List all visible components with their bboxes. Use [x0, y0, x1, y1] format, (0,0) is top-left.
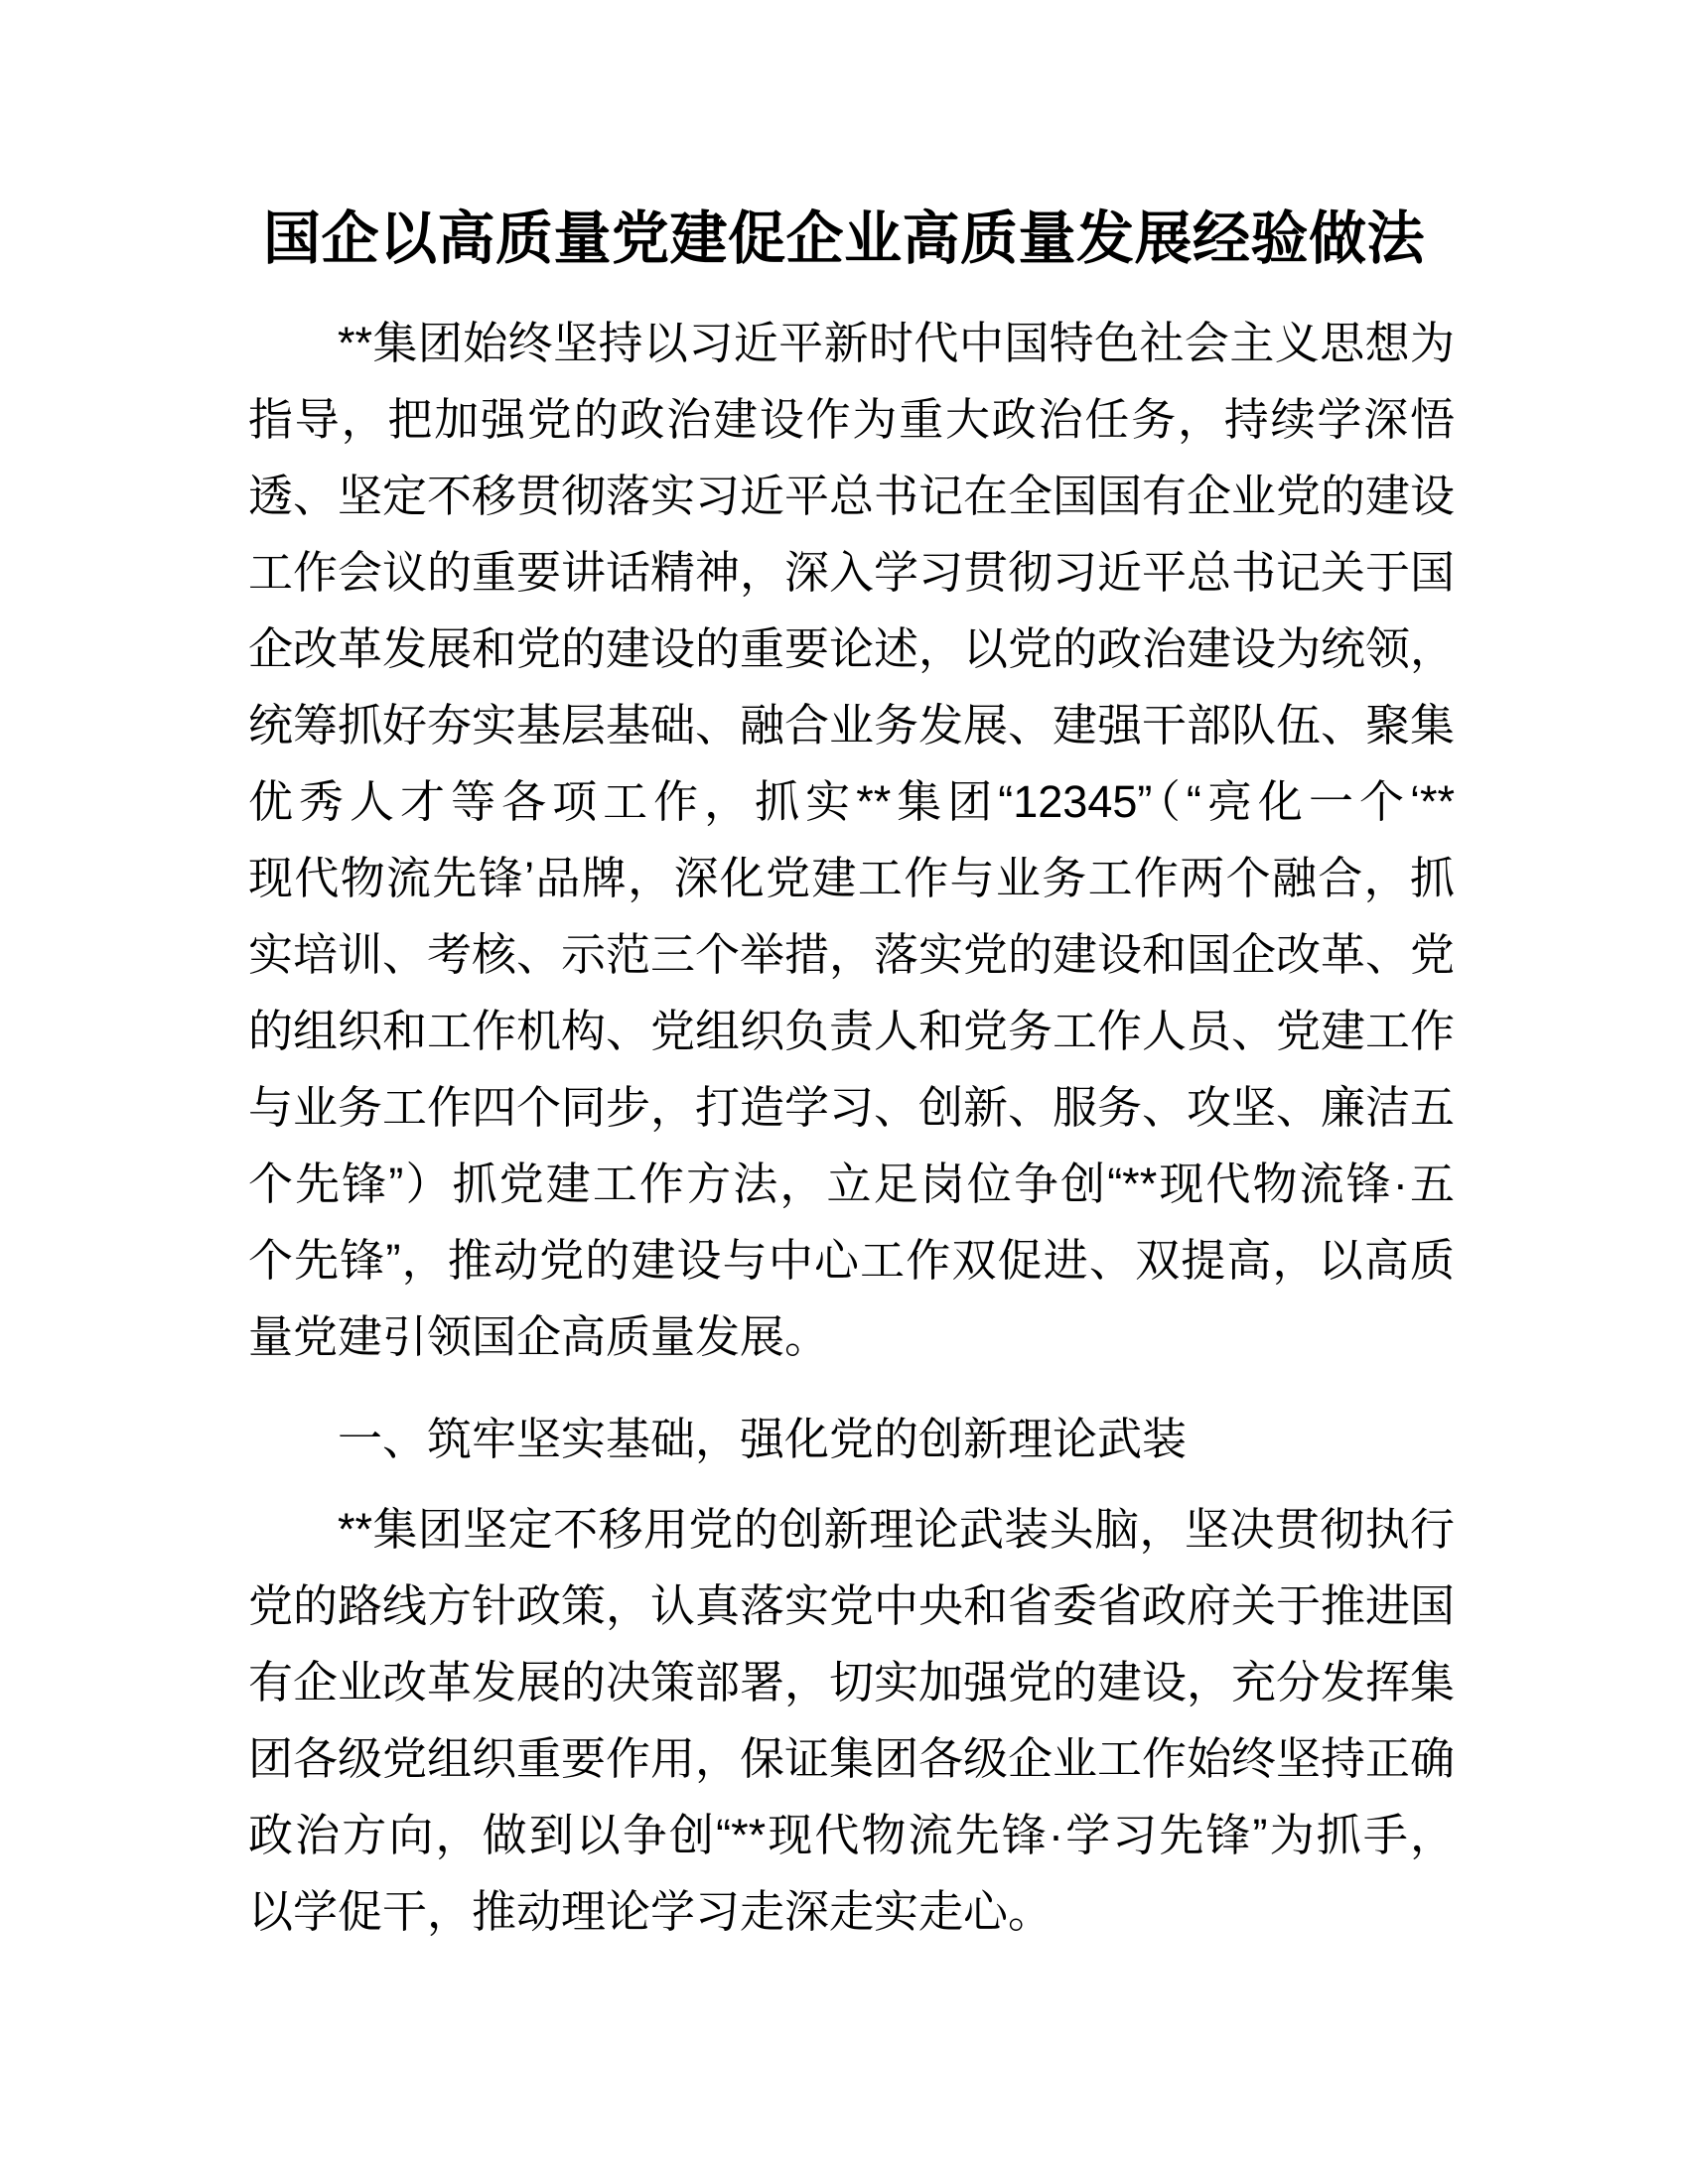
section-paragraph — [248, 1491, 1455, 1950]
paragraph-line: **集团始终坚持以习近平新时代中国特色社会主义思想为 — [338, 318, 1455, 368]
paragraph-line: 透、坚定不移贯彻落实习近平总书记在全国国有企业党的建设 — [248, 471, 1456, 521]
paragraph-line: 的组织和工作机构、党组织负责人和党务工作人员、党建工作 — [248, 1006, 1456, 1056]
paragraph-line: 统筹抓好夯实基层基础、融合业务发展、建强干部队伍、聚集 — [248, 700, 1456, 751]
paragraph-line: 优秀人才等各项工作，抓实**集团“12345”（“亮化一个‘** — [248, 776, 1455, 827]
paragraph-line: 工作会议的重要讲话精神，深入学习贯彻习近平总书记关于国 — [248, 547, 1456, 598]
paragraph-line: 与业务工作四个同步，打造学习、创新、服务、攻坚、廉洁五 — [248, 1082, 1456, 1133]
paragraph-line: 团各级党组织重要作用，保证集团各级企业工作始终坚持正确 — [248, 1733, 1456, 1784]
paragraph-line: 个先锋”）抓党建工作方法，立足岗位争创“**现代物流锋·五 — [248, 1159, 1455, 1209]
paragraph-line: 个先锋”，推动党的建设与中心工作双促进、双提高，以高质 — [248, 1235, 1455, 1286]
document-body — [248, 305, 1455, 1950]
paragraph-line: 企改革发展和党的建设的重要论述，以党的政治建设为统领， — [248, 623, 1456, 674]
paragraph-line: **集团坚定不移用党的创新理论武装头脑，坚决贯彻执行 — [338, 1504, 1455, 1555]
paragraph-line: 实培训、考核、示范三个举措，落实党的建设和国企改革、党 — [248, 929, 1456, 980]
paragraph-line: 量党建引领国企高质量发展。 — [248, 1311, 830, 1362]
paragraph-line: 指导，把加强党的政治建设作为重大政治任务，持续学深悟 — [248, 394, 1455, 445]
paragraph-line: 党的路线方针政策，认真落实党中央和省委省政府关于推进国 — [248, 1580, 1456, 1631]
paragraph-line: 现代物流先锋’品牌，深化党建工作与业务工作两个融合，抓 — [248, 853, 1455, 903]
paragraph-line: 有企业改革发展的决策部署，切实加强党的建设，充分发挥集 — [248, 1657, 1456, 1707]
document-title: 国企以高质量党建促企业高质量发展经验做法 — [262, 206, 1425, 271]
section-heading: 一、筑牢坚实基础，强化党的创新理论武装 — [338, 1414, 1188, 1464]
paragraph-line: 以学促干，推动理论学习走深走实走心。 — [248, 1886, 1054, 1937]
intro-paragraph — [248, 305, 1455, 1375]
paragraph-line: 政治方向，做到以争创“**现代物流先锋·学习先锋”为抓手， — [248, 1810, 1455, 1860]
